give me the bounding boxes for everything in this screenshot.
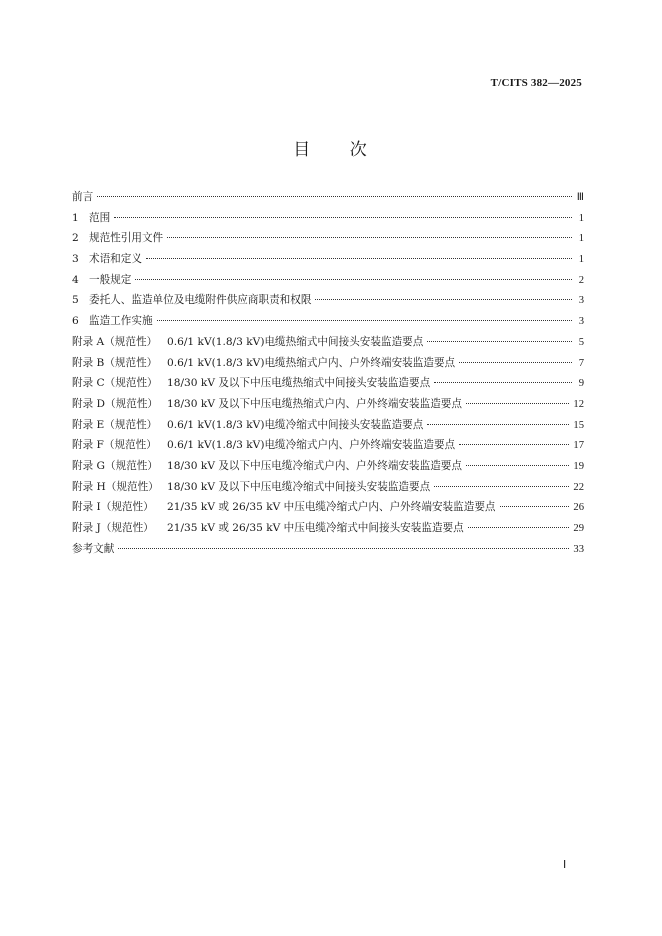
toc-entry-number: 2 bbox=[72, 232, 79, 245]
toc-entry-page: 3 bbox=[578, 295, 584, 307]
toc-entry-title: 范围 bbox=[89, 211, 111, 224]
toc-entry-number: 附录 H（规范性） bbox=[72, 480, 159, 493]
toc-entry-label bbox=[72, 499, 496, 514]
toc-entry[interactable] bbox=[72, 210, 584, 231]
toc-entry-label bbox=[72, 251, 142, 266]
toc-entry-title: 21/35 kV 或 26/35 kV 中压电缆冷缩式中间接头安装监造要点 bbox=[167, 522, 464, 534]
dot-leader bbox=[167, 237, 572, 238]
toc-entry-label bbox=[72, 541, 114, 556]
toc-entry[interactable] bbox=[72, 375, 584, 396]
document-code: T/CITS 382—2025 bbox=[490, 77, 582, 89]
toc-entry-title: 规范性引用文件 bbox=[89, 232, 164, 245]
toc-entry-title: 0.6/1 kV(1.8/3 kV)电缆冷缩式中间接头安装监造要点 bbox=[167, 418, 424, 431]
toc-entry[interactable] bbox=[72, 396, 584, 417]
toc-entry-label bbox=[72, 189, 93, 204]
toc-entry-page: 2 bbox=[578, 274, 584, 286]
toc-entry-label bbox=[72, 479, 430, 494]
toc-entry[interactable] bbox=[72, 230, 584, 251]
toc-entry-page: 1 bbox=[578, 212, 584, 224]
toc-entry-label bbox=[72, 396, 462, 411]
table-of-contents bbox=[72, 189, 584, 561]
dot-leader bbox=[468, 527, 570, 528]
toc-entry-page: 17 bbox=[573, 440, 584, 452]
toc-entry-page: 1 bbox=[578, 254, 584, 266]
toc-entry-number: 附录 D（规范性） bbox=[72, 397, 159, 410]
dot-leader bbox=[427, 424, 569, 425]
toc-entry[interactable] bbox=[72, 272, 584, 293]
toc-entry-title: 一般规定 bbox=[89, 273, 132, 286]
toc-entry-label bbox=[72, 355, 455, 370]
toc-entry-title: 18/30 kV 及以下中压电缆冷缩式户内、户外终端安装监造要点 bbox=[167, 459, 462, 472]
toc-entry-number: 附录 C（规范性） bbox=[72, 377, 158, 390]
toc-entry-label bbox=[72, 437, 455, 452]
toc-entry-title: 术语和定义 bbox=[89, 253, 142, 266]
toc-entry-page: 12 bbox=[573, 398, 584, 410]
toc-entry-label bbox=[72, 334, 423, 349]
toc-entry-page: 1 bbox=[578, 233, 584, 245]
toc-entry-title: 委托人、监造单位及电缆附件供应商职责和权限 bbox=[89, 294, 312, 307]
dot-leader bbox=[118, 548, 569, 549]
dot-leader bbox=[500, 506, 570, 507]
toc-entry-label bbox=[72, 458, 462, 473]
dot-leader bbox=[135, 279, 572, 280]
toc-entry-label bbox=[72, 210, 110, 225]
toc-entry[interactable] bbox=[72, 541, 584, 562]
toc-entry-page: 26 bbox=[573, 502, 584, 514]
dot-leader bbox=[157, 320, 572, 321]
page-number: Ⅰ bbox=[563, 859, 567, 871]
toc-entry[interactable] bbox=[72, 437, 584, 458]
toc-entry-page: Ⅲ bbox=[576, 192, 584, 203]
toc-entry-title: 21/35 kV 或 26/35 kV 中压电缆冷缩式户内、户外终端安装监造要点 bbox=[167, 501, 496, 514]
toc-entry-title: 18/30 kV 及以下中压电缆热缩式户内、户外终端安装监造要点 bbox=[167, 397, 462, 410]
toc-entry-number: 4 bbox=[72, 273, 79, 286]
toc-entry-number: 附录 J（规范性） bbox=[72, 522, 154, 534]
toc-entry[interactable] bbox=[72, 355, 584, 376]
toc-entry-page: 15 bbox=[573, 419, 584, 431]
toc-entry-title: 前言 bbox=[72, 191, 94, 203]
toc-entry-title: 18/30 kV 及以下中压电缆热缩式中间接头安装监造要点 bbox=[167, 377, 431, 390]
toc-entry-page: 22 bbox=[573, 481, 584, 493]
toc-entry-label bbox=[72, 417, 423, 432]
toc-entry[interactable] bbox=[72, 417, 584, 438]
toc-entry-number: 附录 F（规范性） bbox=[72, 439, 157, 452]
toc-entry-page: 5 bbox=[578, 336, 584, 348]
toc-entry[interactable] bbox=[72, 292, 584, 313]
toc-entry-title: 0.6/1 kV(1.8/3 kV)电缆冷缩式户内、户外终端安装监造要点 bbox=[167, 439, 456, 452]
toc-entry-number: 5 bbox=[72, 294, 79, 307]
toc-entry-label bbox=[72, 520, 464, 535]
toc-entry-title: 参考文献 bbox=[72, 542, 115, 555]
dot-leader bbox=[466, 403, 569, 404]
page-title: 目 次 bbox=[293, 140, 369, 160]
toc-entry[interactable] bbox=[72, 313, 584, 334]
dot-leader bbox=[146, 258, 572, 259]
toc-entry[interactable] bbox=[72, 189, 584, 210]
toc-entry-title: 18/30 kV 及以下中压电缆冷缩式中间接头安装监造要点 bbox=[167, 480, 431, 493]
dot-leader bbox=[466, 465, 569, 466]
toc-entry[interactable] bbox=[72, 520, 584, 541]
toc-entry-label bbox=[72, 313, 153, 328]
toc-entry[interactable] bbox=[72, 334, 584, 355]
toc-entry-label bbox=[72, 272, 131, 287]
dot-leader bbox=[427, 341, 572, 342]
toc-entry-number: 6 bbox=[72, 315, 79, 328]
dot-leader bbox=[97, 196, 572, 197]
toc-entry-number: 附录 I（规范性） bbox=[72, 501, 154, 514]
toc-entry-page: 33 bbox=[573, 543, 584, 555]
dot-leader bbox=[315, 299, 572, 300]
toc-entry-label bbox=[72, 375, 430, 390]
toc-entry[interactable] bbox=[72, 251, 584, 272]
toc-entry-number: 附录 E（规范性） bbox=[72, 418, 158, 431]
toc-entry-page: 7 bbox=[578, 357, 584, 369]
toc-entry-title: 0.6/1 kV(1.8/3 kV)电缆热缩式户内、户外终端安装监造要点 bbox=[167, 356, 456, 369]
dot-leader bbox=[459, 362, 572, 363]
dot-leader bbox=[459, 444, 569, 445]
dot-leader bbox=[434, 486, 569, 487]
dot-leader bbox=[434, 382, 572, 383]
toc-entry[interactable] bbox=[72, 479, 584, 500]
toc-entry-page: 9 bbox=[578, 378, 584, 390]
toc-entry-page: 3 bbox=[578, 316, 584, 328]
toc-entry[interactable] bbox=[72, 499, 584, 520]
toc-entry-label bbox=[72, 230, 163, 245]
toc-entry[interactable] bbox=[72, 458, 584, 479]
toc-entry-number: 3 bbox=[72, 253, 79, 266]
toc-entry-page: 19 bbox=[573, 460, 584, 472]
toc-entry-number: 附录 A（规范性） bbox=[72, 335, 158, 348]
toc-entry-number: 1 bbox=[72, 211, 79, 224]
dot-leader bbox=[114, 217, 572, 218]
toc-entry-number: 附录 G（规范性） bbox=[72, 459, 158, 472]
toc-entry-page: 29 bbox=[573, 523, 584, 534]
toc-entry-number: 附录 B（规范性） bbox=[72, 356, 158, 369]
toc-entry-title: 0.6/1 kV(1.8/3 kV)电缆热缩式中间接头安装监造要点 bbox=[167, 335, 424, 348]
toc-entry-label bbox=[72, 292, 311, 307]
toc-entry-title: 监造工作实施 bbox=[89, 315, 153, 328]
